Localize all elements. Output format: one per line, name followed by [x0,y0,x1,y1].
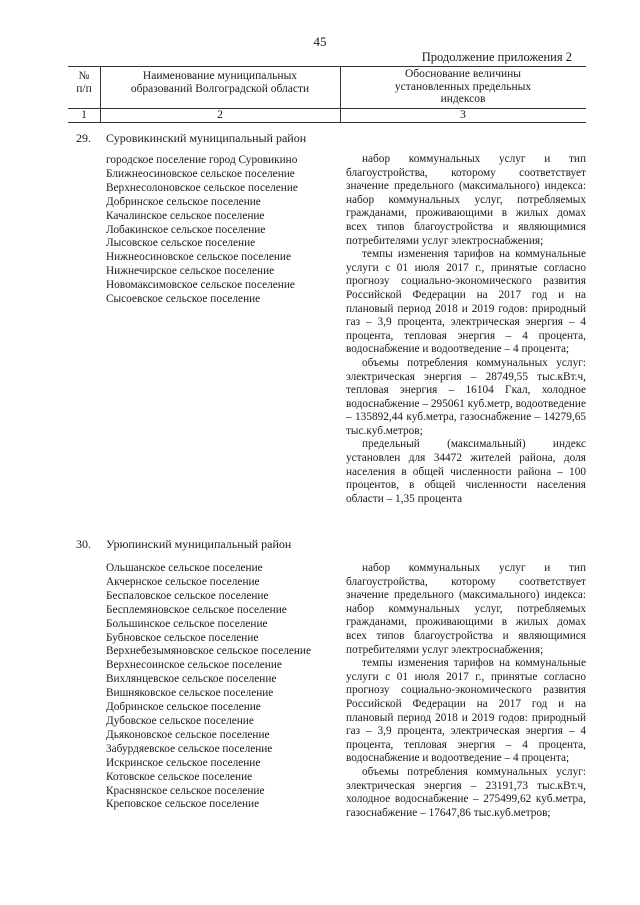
row-number: 30. [76,537,91,551]
column-number: 2 [217,109,223,121]
district-name: Урюпинский муниципальный район [106,537,292,551]
list-item: Нижнеосиновское сельское поселение [106,251,291,264]
list-item: Нижнечирское сельское поселение [106,265,275,278]
justification-paragraph: темпы изменения тарифов на коммунальные услуги с 01 июля 2017 г., принятые согласно прогнозу социально-экономического развития Российской Федерации на 2017 год и на плановый период 2018 и 2019 годов: природный газ – 3,9 процента, электрическая энергия – 4 процента, тепловая энергия – 4 процента, водоснабжение и водоотведение – 4 процента; [346,248,586,356]
list-item: Бубновское сельское поселение [106,631,259,644]
page-number: 45 [313,34,327,49]
list-item: Бесплемяновское сельское поселение [106,603,287,616]
list-item: Верхнебезымяновское сельское поселение [106,645,311,658]
list-item: Ольшанское сельское поселение [106,562,263,574]
list-item: Качалинское сельское поселение [106,209,265,222]
list-item: Сысоевское сельское поселение [106,293,261,306]
justification-paragraph: набор коммунальных услуг и тип благоустройства, которому соответствует значение предельного (максимального) индекса: набор коммунальных услуг, потребляемых гражданами, проживающими в жилых домах всех типов благоустройства и являющимися потребителями услуг электроснабжения; [346,562,586,656]
list-item: Ближнеосиновское сельское поселение [106,167,295,180]
list-item: Лысовское сельское поселение [106,237,256,250]
justification-paragraph: объемы потребления коммунальных услуг: электрическая энергия – 23191,73 тыс.кВт.ч, холодное водоснабжение – 275499,62 куб.метра, газоснабжение – 17647,86 тыс.куб.метров; [346,765,586,819]
list-item: Вишняковское сельское поселение [106,687,274,700]
list-item: Краснянское сельское поселение [106,784,265,797]
column-header-name: Наименование муниципальных образований Волгоградской области [130,70,310,95]
list-item: городское поселение город Суровикино [106,154,298,166]
continuation-label: Продолжение приложения 2 [421,50,572,64]
settlement-list [106,562,346,812]
list-item: Лобакинское сельское поселение [106,223,266,236]
justification-paragraph: темпы изменения тарифов на коммунальные услуги с 01 июля 2017 г., принятые согласно прогнозу социально-экономического развития Российской Федерации на 2017 год и на плановый период 2018 и 2019 годов: природный газ – 3,9 процента, электрическая энергия – 4 процента, тепловая энергия – 4 процента, водоснабжение и водоотведение – 4 процента; [346,657,586,765]
column-number: 1 [81,109,87,121]
list-item: Искринское сельское поселение [106,756,261,769]
justification-paragraph: предельный (максимальный) индекс установлен для 34472 жителей района, доля населения в общей численности района – 100 процентов, в общей численности населения области – 1,35 процента [346,438,586,505]
justification-text [346,562,586,820]
column-header-number: № п/п [76,70,92,95]
list-item: Котовское сельское поселение [106,770,253,783]
list-item: Большинское сельское поселение [106,617,268,630]
list-item: Беспаловское сельское поселение [106,589,269,602]
list-item: Дьяконовское сельское поселение [106,728,270,741]
list-item: Акчернское сельское поселение [106,575,260,588]
list-item: Новомаксимовское сельское поселение [106,279,295,292]
list-item: Креповское сельское поселение [106,798,260,811]
column-number: 3 [460,109,466,121]
justification-paragraph: набор коммунальных услуг и тип благоустройства, которому соответствует значение предельного (максимального) индекса: набор коммунальных услуг, потребляемых гражданами, проживающими в жилых домах всех типов благоустройства и являющимися потребителями услуг электроснабжения; [346,153,586,247]
table-header-bottom-border [68,122,586,123]
list-item: Добринское сельское поселение [106,195,261,208]
column-header-justification: Обоснование величины установленных предельных индексов [394,68,532,105]
list-item: Верхнесоинское сельское поселение [106,659,282,672]
list-item: Верхнесолоновское сельское поселение [106,181,298,194]
list-item: Вихлянцевское сельское поселение [106,673,277,686]
justification-paragraph: объемы потребления коммунальных услуг: электрическая энергия – 28749,55 тыс.кВт.ч, тепловая энергия – 16104 Гкал, холодное водоснабжение – 295061 куб.метр, водоотведение – 135892,44 куб.метра, газоснабжение – 14279,65 тыс.куб.метров; [346,356,586,437]
row-number: 29. [76,131,91,145]
justification-text [346,153,586,506]
list-item: Дубовское сельское поселение [106,714,254,727]
list-item: Забурдяевское сельское поселение [106,742,273,755]
district-name: Суровикинский муниципальный район [106,131,307,145]
settlement-list [106,154,346,307]
list-item: Добринское сельское поселение [106,701,261,714]
table-top-border [68,66,586,67]
